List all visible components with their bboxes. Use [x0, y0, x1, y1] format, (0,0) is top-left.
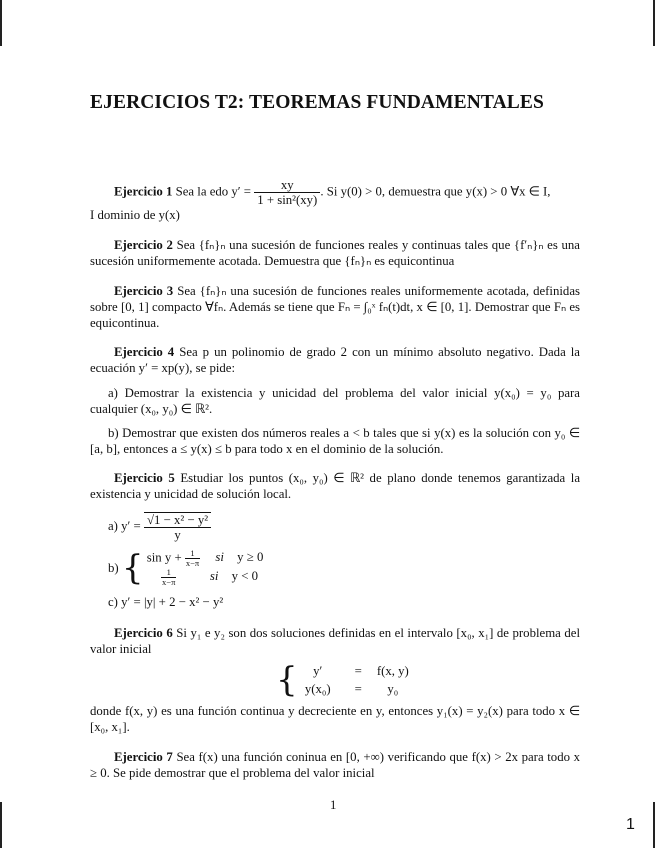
- exercise-text: Estudiar los puntos (x₀, y₀) ∈ ℝ² de plano donde tenemos garantizada la existencia y unicidad de solución local.: [90, 471, 581, 501]
- piece-expr: [147, 568, 191, 587]
- exercise-text: Sea p un polinomio de grado 2 con un mínimo absoluto negativo. Dada la ecuación y′ = xp(y), se pide:: [90, 345, 580, 375]
- system-lhs: y(x₀): [304, 682, 331, 696]
- exercise-label: Ejercicio 6: [114, 626, 173, 640]
- exercise-2: [90, 237, 580, 269]
- exercise-4-part-a: a) Demostrar la existencia y unicidad del problema del valor inicial y(x₀) = y₀ para cualquier (x₀, y₀) ∈ ℝ².: [90, 386, 580, 416]
- fraction: [144, 512, 211, 542]
- small-fraction: [185, 549, 200, 568]
- exercise-text: Sea la edo y′ =: [175, 184, 252, 199]
- fraction-numerator: 1: [161, 568, 176, 578]
- piece-si: si: [215, 550, 224, 565]
- exercise-text: Sea {fₙ}ₙ una sucesión de funciones reales uniformemente acotada, definidas sobre [0, 1] compacto ∀fₙ. Además se tiene que Fₙ = ∫₀ˣ fₙ(t)dt, x ∈ [0, 1]. Demostrar que Fₙ es equicontinua.: [90, 284, 580, 330]
- exercise-label: Ejercicio 5: [114, 471, 175, 485]
- system-table: [301, 662, 410, 698]
- part-b-label: b): [108, 561, 119, 575]
- exercise-5-part-a: [108, 512, 408, 542]
- piecewise: [147, 549, 264, 587]
- system-rhs: y₀: [387, 682, 399, 696]
- system-eq: =: [354, 664, 362, 678]
- piece-expr: sin y +: [146, 550, 182, 565]
- piecewise-row-2: [147, 568, 264, 587]
- exercise-3: [90, 283, 580, 331]
- page-number: 1: [330, 798, 337, 812]
- fraction-denominator: y: [174, 528, 181, 542]
- fraction-numerator: xy: [254, 178, 320, 193]
- small-fraction: [161, 568, 176, 587]
- exercise-1: [90, 178, 580, 223]
- piece-condition: y < 0: [231, 569, 259, 584]
- fraction-denominator: 1 + sin²(xy): [257, 193, 318, 207]
- fraction-denominator: x−π: [162, 577, 176, 587]
- fraction-denominator: x−π: [185, 558, 200, 568]
- left-brace: {: [276, 660, 298, 700]
- exercise-label: Ejercicio 2: [114, 238, 173, 252]
- exercise-text: Si y₁ e y₂ son dos soluciones definidas en el intervalo [x₀, x₁] de problema del valor inicial: [90, 626, 580, 656]
- exercise-5-part-c: c) y′ = |y| + 2 − x² − y²: [108, 595, 224, 609]
- exercise-text: . Si y(0) > 0, demuestra que y(x) > 0 ∀x ∈ I,: [320, 184, 551, 199]
- exercise-label: Ejercicio 1: [114, 184, 173, 199]
- exercise-label: Ejercicio 3: [114, 284, 174, 298]
- viewer-page-number: 1: [626, 816, 635, 833]
- exercise-7: [90, 749, 580, 781]
- fraction: [254, 178, 320, 207]
- exercise-text-line: I dominio de y(x): [90, 208, 180, 222]
- piece-condition: y ≥ 0: [237, 550, 264, 565]
- exercise-5-part-b: [108, 549, 408, 587]
- exercise-text: Sea f(x) una función coninua en [0, +∞) verificando que f(x) > 2x para todo x ≥ 0. Se pide demostrar que el problema del valor inicial: [90, 750, 580, 780]
- exercise-text: Sea {fₙ}ₙ una sucesión de funciones reales y continuas tales que {f′ₙ}ₙ es una sucesión uniformemente acotada. Demuestra que {fₙ}ₙ es equicontinua: [90, 238, 580, 268]
- system-row-1: [301, 662, 410, 680]
- crop-mark-bottom-left: [0, 802, 2, 848]
- exercise-4: [90, 344, 580, 376]
- exercise-6-conclusion: donde f(x, y) es una función continua y decreciente en y, entonces y₁(x) = y₂(x) para todo x ∈ [x₀, x₁].: [90, 704, 580, 734]
- system-row-2: [301, 680, 410, 698]
- piece-si: si: [209, 569, 219, 584]
- system-rhs: f(x, y): [376, 664, 409, 678]
- fraction-numerator: 1: [185, 549, 200, 559]
- exercise-label: Ejercicio 4: [114, 345, 175, 359]
- crop-mark-top-left: [0, 0, 2, 46]
- system-lhs: y′: [313, 664, 323, 678]
- ivp-system: [276, 662, 410, 698]
- exercise-label: Ejercicio 7: [114, 750, 173, 764]
- piecewise-row-1: [147, 549, 264, 568]
- page-title: EJERCICIOS T2: TEOREMAS FUNDAMENTALES: [90, 92, 544, 113]
- left-brace: {: [121, 548, 144, 588]
- system-eq: =: [354, 682, 362, 696]
- part-a-lhs: a) y′ =: [108, 518, 141, 533]
- exercise-5: [90, 470, 580, 502]
- exercise-6: [90, 625, 580, 657]
- fraction-numerator: √1 − x² − y²: [144, 512, 211, 528]
- exercise-4-part-b: b) Demostrar que existen dos números reales a < b tales que si y(x) es la solución con y₀ ∈ [a, b], entonces a ≤ y(x) ≤ b para todo x en el dominio de la solución.: [90, 426, 580, 456]
